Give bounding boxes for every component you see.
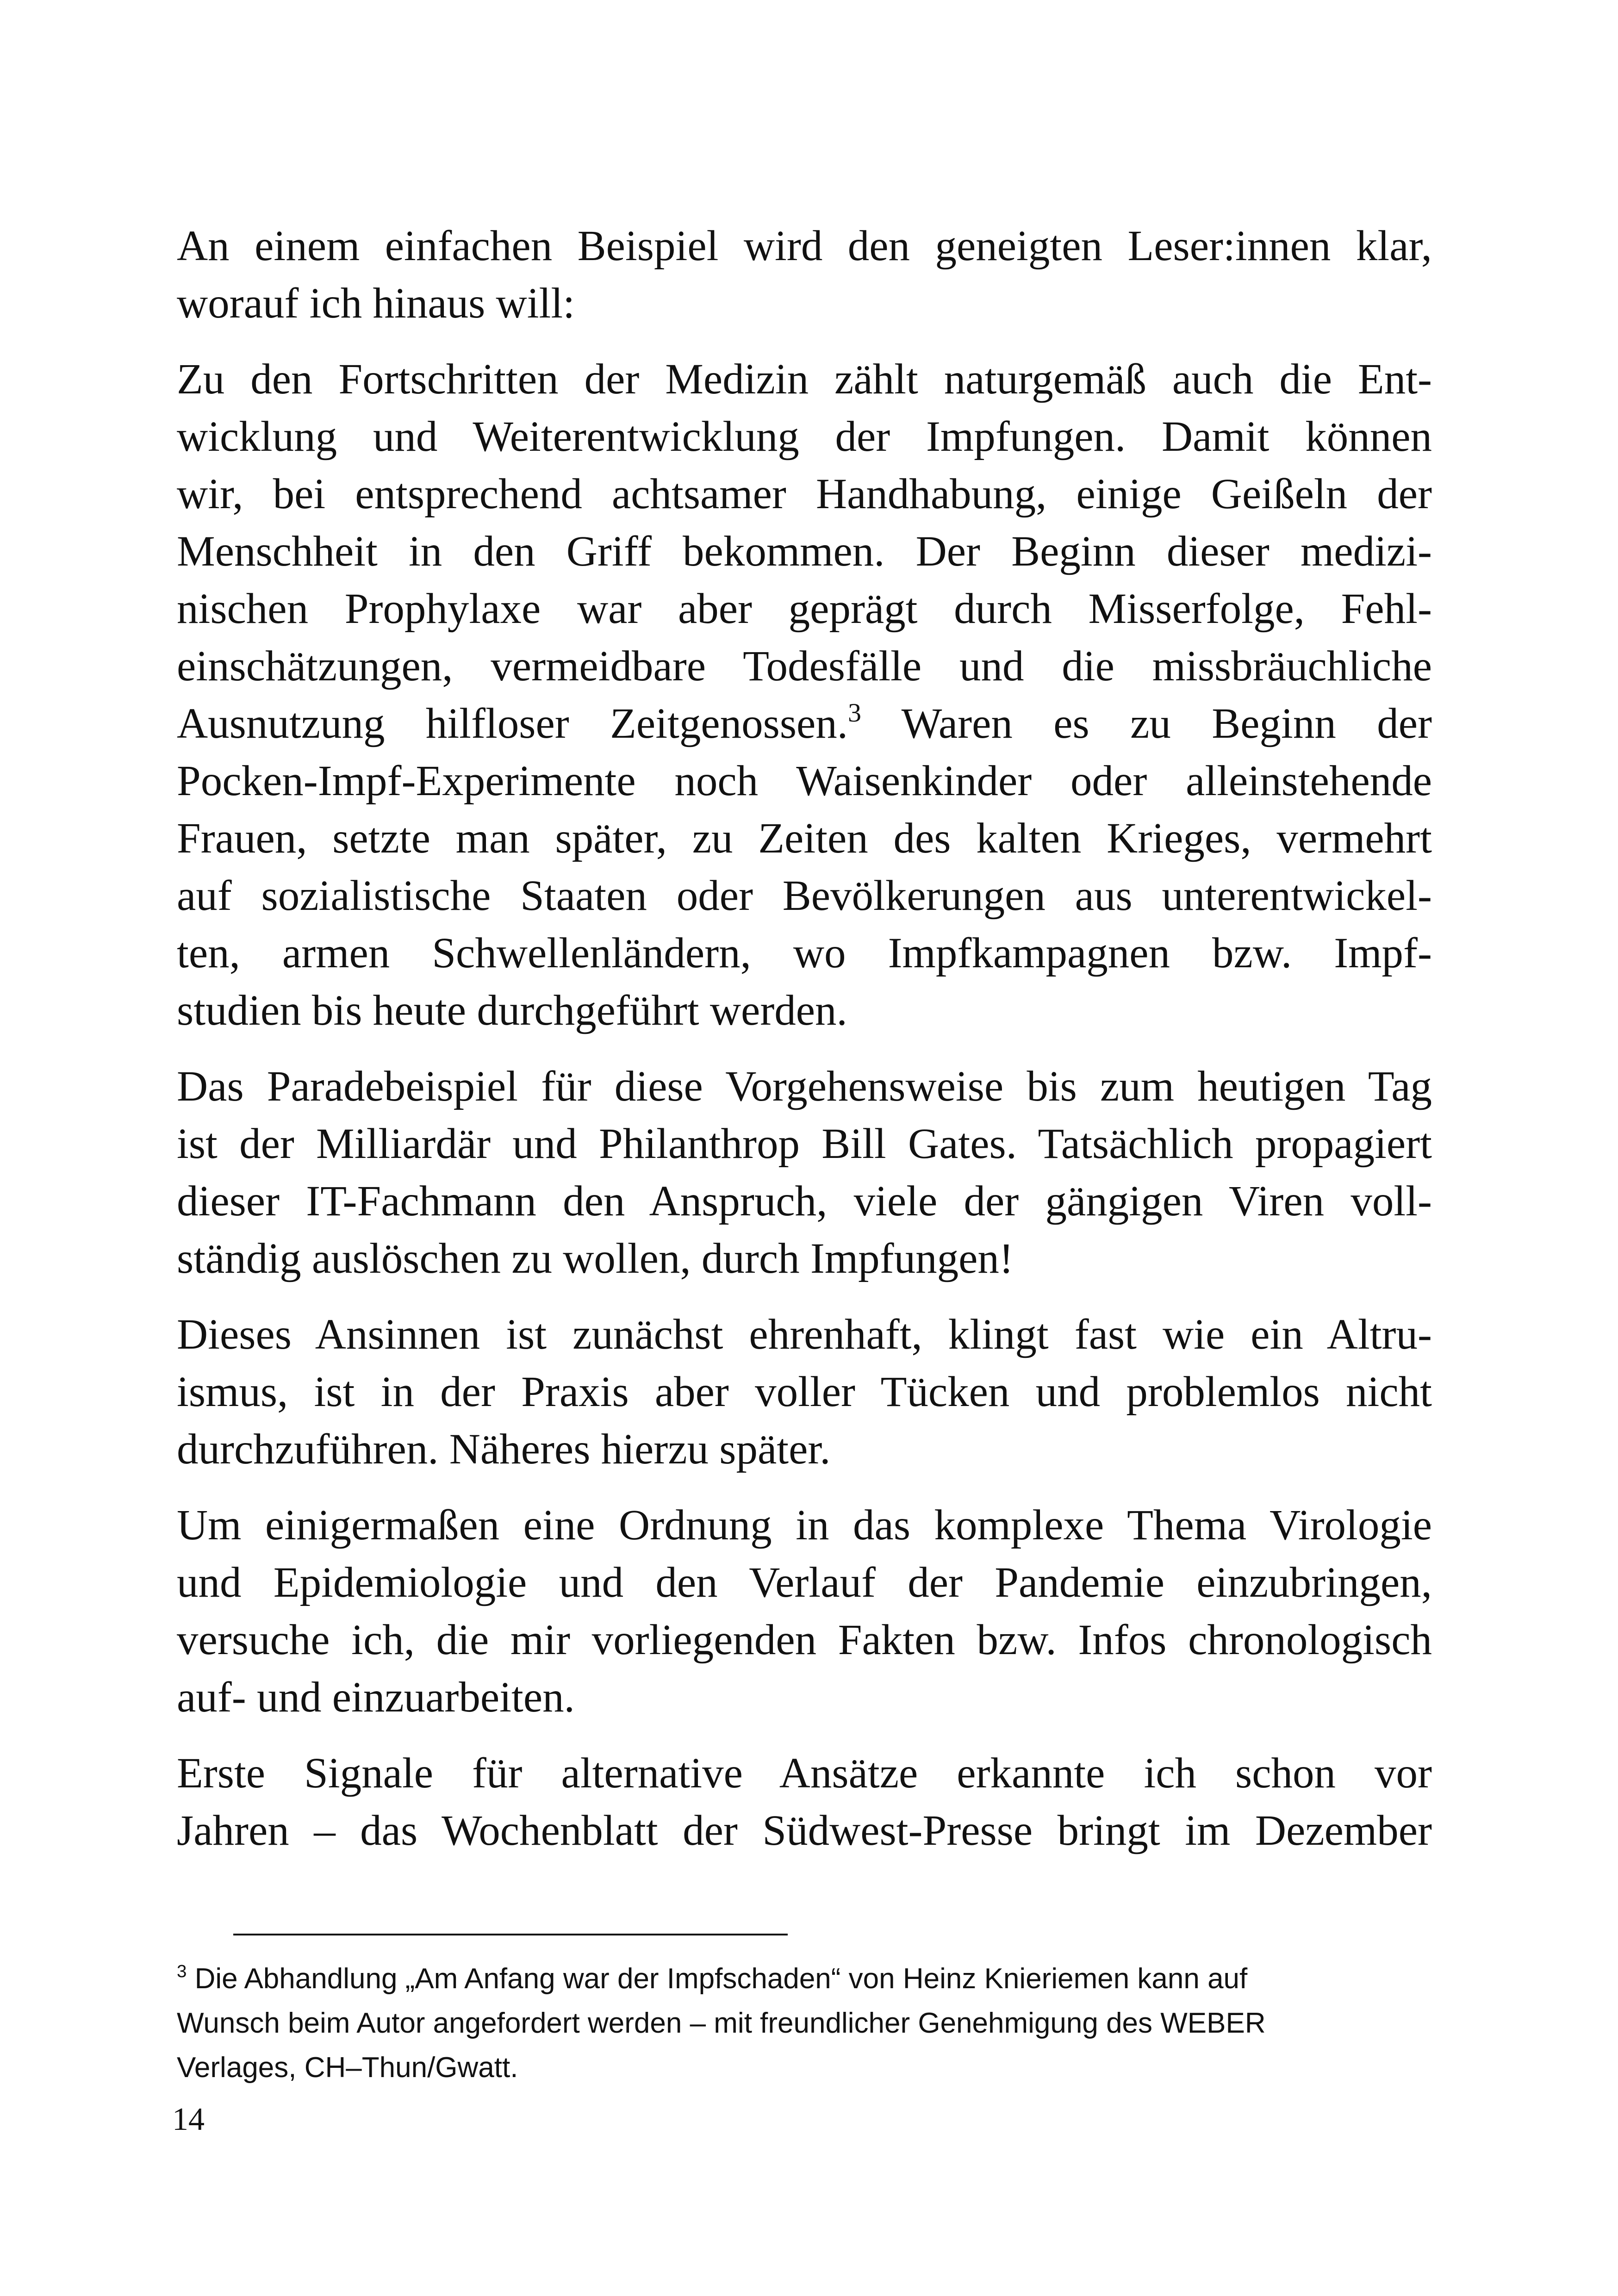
text-line: Um einigermaßen eine Ordnung in das komplexe Thema Virologie (177, 1501, 1432, 1549)
text-line: Menschheit in den Griff bekommen. Der Beginn dieser medizi- (177, 528, 1432, 575)
text-line: durchzuführen. Näheres hierzu später. (177, 1425, 831, 1473)
text-fragment: Ausnutzung hilfloser Zeitgenossen. (177, 700, 848, 747)
text-line-with-footnote-marker (177, 695, 1432, 753)
text-line: An einem einfachen Beispiel wird den geneigten Leser:innen klar, (177, 222, 1432, 270)
footnote-line (177, 1957, 1432, 2001)
footnote-line: Verlages, CH–Thun/Gwatt. (177, 2052, 518, 2084)
text-line: einschätzungen, vermeidbare Todesfälle und die missbräuchliche (177, 642, 1432, 690)
text-line: ten, armen Schwellenländern, wo Impfkampagnen bzw. Impf- (177, 929, 1432, 977)
paragraph-6 (177, 1745, 1432, 1860)
text-line: worauf ich hinaus will: (177, 280, 575, 327)
text-line: Jahren – das Wochenblatt der Südwest-Presse bringt im Dezember (177, 1807, 1432, 1854)
text-line: nischen Prophylaxe war aber geprägt durch Misserfolge, Fehl- (177, 585, 1432, 633)
text-line: und Epidemiologie und den Verlauf der Pandemie einzubringen, (177, 1559, 1432, 1606)
text-line: Erste Signale für alternative Ansätze erkannte ich schon vor (177, 1749, 1432, 1797)
text-line: Zu den Fortschritten der Medizin zählt naturgemäß auch die Ent- (177, 355, 1432, 403)
footnote-line: Wunsch beim Autor angefordert werden – mit freundlicher Genehmigung des WEBER (177, 2007, 1266, 2039)
footnote-number: 3 (177, 1961, 187, 1982)
text-line: Pocken-Impf-Experimente noch Waisenkinder oder alleinstehende (177, 757, 1432, 805)
text-line: Frauen, setzte man später, zu Zeiten des kalten Krieges, vermehrt (177, 815, 1432, 862)
text-line: versuche ich, die mir vorliegenden Fakten bzw. Infos chronologisch (177, 1616, 1432, 1664)
text-line: Das Paradebeispiel für diese Vorgehensweise bis zum heutigen Tag (177, 1063, 1432, 1110)
text-line: wir, bei entsprechend achtsamer Handhabung, einige Geißeln der (177, 470, 1432, 518)
text-line: ismus, ist in der Praxis aber voller Tücken und problemlos nicht (177, 1368, 1432, 1416)
footnote-text: Die Abhandlung „Am Anfang war der Impfschaden“ von Heinz Knieriemen kann auf (194, 1963, 1248, 1995)
footnote (177, 1957, 1432, 2090)
paragraph-2 (177, 351, 1432, 1039)
text-line: auf sozialistische Staaten oder Bevölkerungen aus unterentwickel- (177, 872, 1432, 920)
paragraph-4 (177, 1306, 1432, 1478)
text-fragment: Waren es zu Beginn der (861, 700, 1432, 747)
page-number: 14 (172, 2102, 205, 2137)
paragraph-3 (177, 1058, 1432, 1288)
text-line: wicklung und Weiterentwicklung der Impfungen. Damit können (177, 413, 1432, 460)
paragraph-5 (177, 1497, 1432, 1726)
text-line: Dieses Ansinnen ist zunächst ehrenhaft, klingt fast wie ein Altru- (177, 1311, 1432, 1358)
paragraph-1 (177, 218, 1432, 332)
text-line: auf- und einzuarbeiten. (177, 1674, 575, 1721)
text-line: ist der Milliardär und Philanthrop Bill Gates. Tatsächlich propagiert (177, 1120, 1432, 1168)
footnote-separator (233, 1934, 788, 1935)
footnote-reference[interactable]: 3 (848, 698, 861, 728)
text-line: ständig auslöschen zu wollen, durch Impfungen! (177, 1235, 1014, 1282)
body-text (177, 218, 1432, 1860)
text-line: dieser IT-Fachmann den Anspruch, viele der gängigen Viren voll- (177, 1177, 1432, 1225)
text-line: studien bis heute durchgeführt werden. (177, 987, 847, 1034)
